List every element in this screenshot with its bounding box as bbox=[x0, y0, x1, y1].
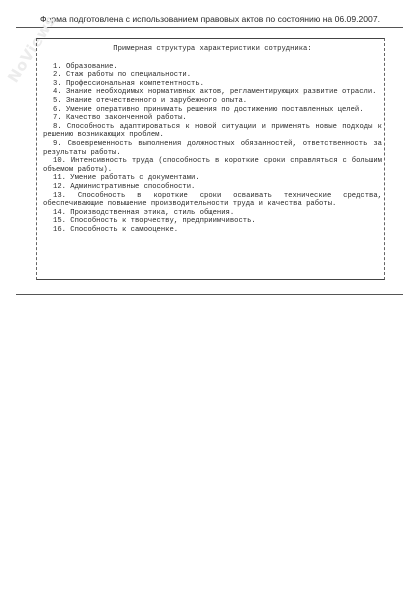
list-item: 4. Знание необходимых нормативных актов, регламентирующих развитие отрасли. bbox=[53, 88, 377, 97]
characteristic-items-list bbox=[43, 63, 382, 235]
list-item: 5. Знание отечественного и зарубежного опыта. bbox=[53, 96, 248, 105]
list-item: 12. Административные способности. bbox=[53, 182, 196, 191]
document-source-note: Форма подготовлена с использованием правовых актов по состоянию на 06.09.2007. bbox=[39, 14, 380, 24]
list-item: 15. Способность к творчеству, предприимчивость. bbox=[53, 217, 256, 226]
characteristic-structure-box bbox=[36, 38, 385, 280]
list-item: 10. Интенсивность труда (способность в короткие сроки справляться с большим объемом работы). bbox=[43, 157, 382, 174]
list-item: 16. Способность к самооценке. bbox=[53, 225, 179, 234]
list-item: 7. Качество законченной работы. bbox=[53, 114, 187, 123]
list-item: 14. Производственная этика, стиль общения. bbox=[53, 208, 235, 217]
list-item: 9. Своевременность выполнения должностных обязанностей, ответственность за результаты работы. bbox=[43, 139, 382, 157]
list-item: 1. Образование. bbox=[53, 62, 118, 71]
header-divider bbox=[16, 27, 403, 28]
list-item: 6. Умение оперативно принимать решения по достижению поставленных целей. bbox=[53, 105, 364, 114]
list-item: 11. Умение работать с документами. bbox=[53, 174, 200, 183]
watermark: NoViews bbox=[4, 12, 60, 86]
list-item: 8. Способность адаптироваться к новой ситуации и применять новые подходы к решению возникающих проблем. bbox=[43, 122, 382, 140]
document-title: Примерная структура характеристики сотрудника: bbox=[113, 45, 312, 53]
list-item: 3. Профессиональная компетентность. bbox=[53, 79, 204, 88]
list-item: 2. Стаж работы по специальности. bbox=[53, 71, 192, 80]
bottom-divider bbox=[16, 294, 403, 295]
list-item: 13. Способность в короткие сроки осваивать технические средства, обеспечивающие повышение производительности труда и качества работы. bbox=[43, 191, 382, 209]
